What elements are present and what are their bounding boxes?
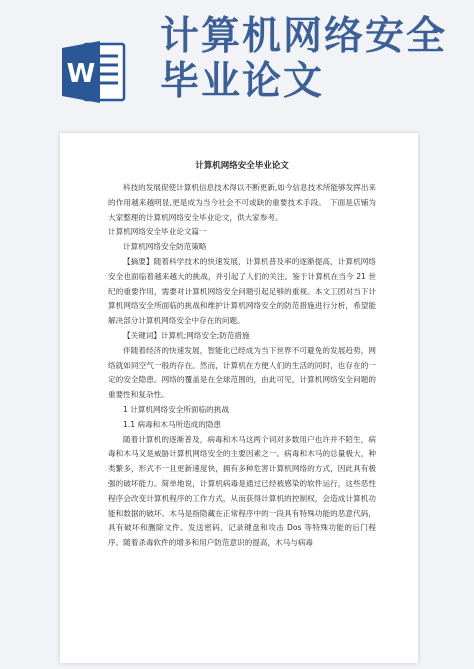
- word-icon: [58, 36, 130, 108]
- page-header: [0, 0, 474, 120]
- paragraph-intro: 科技的发展促使计算机信息技术得以不断更新,如今信息技术所能够发挥出来的作用越来越明显,更是成为当今社会不可或缺的重要技术手段。 下面是店铺为大家整理的计算机网络安全毕业论文，供大家参考。: [108, 183, 377, 222]
- paragraph-abstract: 【摘要】随着科学技术的快速发展，计算机普及率的逐渐提高，计算机网络安全也面临着越来越大的挑战，并引起了人们的关注。鉴于计算机在当今 21 世纪的重要作用，需要对计算机网络安全问题引起足够的重视。本文工团对当下计算机网络安全所面临的挑战和维护计算机网络安全的防范措施进行分析，希望能解决部分计算机网络安全中存在的问题。: [108, 256, 376, 326]
- paragraph-keywords: 【关键词】计算机;网络安全;防范措施: [123, 330, 250, 340]
- subsection-heading: 1.1 病毒和木马所造成的隐患: [123, 419, 222, 429]
- document-title: 计算机网络安全毕业论文: [195, 161, 289, 171]
- document-page: [60, 133, 418, 663]
- subsection-heading: 1 计算机网络安全所面临的挑战: [123, 404, 229, 414]
- section-heading: 计算机网络安全毕业论文篇一: [108, 227, 207, 237]
- document-heading: 计算机网络安全毕业论文: [160, 14, 448, 104]
- svg-text:W: W: [66, 59, 96, 89]
- paragraph-body: 伴随着经济的快速发展，智能化已经成为当下世界不可避免的发展趋势，网络就如同空气一般的存在。然而，计算机在方便人们的生活的同时，也存在的一定的安全隐患。网络的覆盖是在全球范围的，由此可见，计算机网络安全问题的重要性和复杂性。: [108, 345, 376, 400]
- article-title: 计算机网络安全防范策略: [123, 242, 207, 252]
- document-body: [108, 159, 376, 551]
- paragraph-body: 随着计算机的逐渐普及，病毒和木马这两个词对多数用户也许并不陌生，病毒和木马又是威胁计算机网络安全的主要因素之一。病毒和木马的总量极大，种类繁多，形式不一且更新速度快，拥有多种危害计算机网络的方式，因此具有极强的破坏能力。简单地说，计算机病毒是通过已经被感染的软件运行，这些恶性程序会改变计算机程序的工作方式，从而获得计算机的控制权，会造成计算机功能和数据的破坏。木马是指隐藏在正常程序中的一段具有特殊功能的恶意代码，具有破坏和删除文件、发送密码、记录键盘和攻击 Dos 等特殊功能的后门程序。随着杀毒软件的增多和用户防范意识的提高，木马与病毒: [108, 434, 376, 548]
